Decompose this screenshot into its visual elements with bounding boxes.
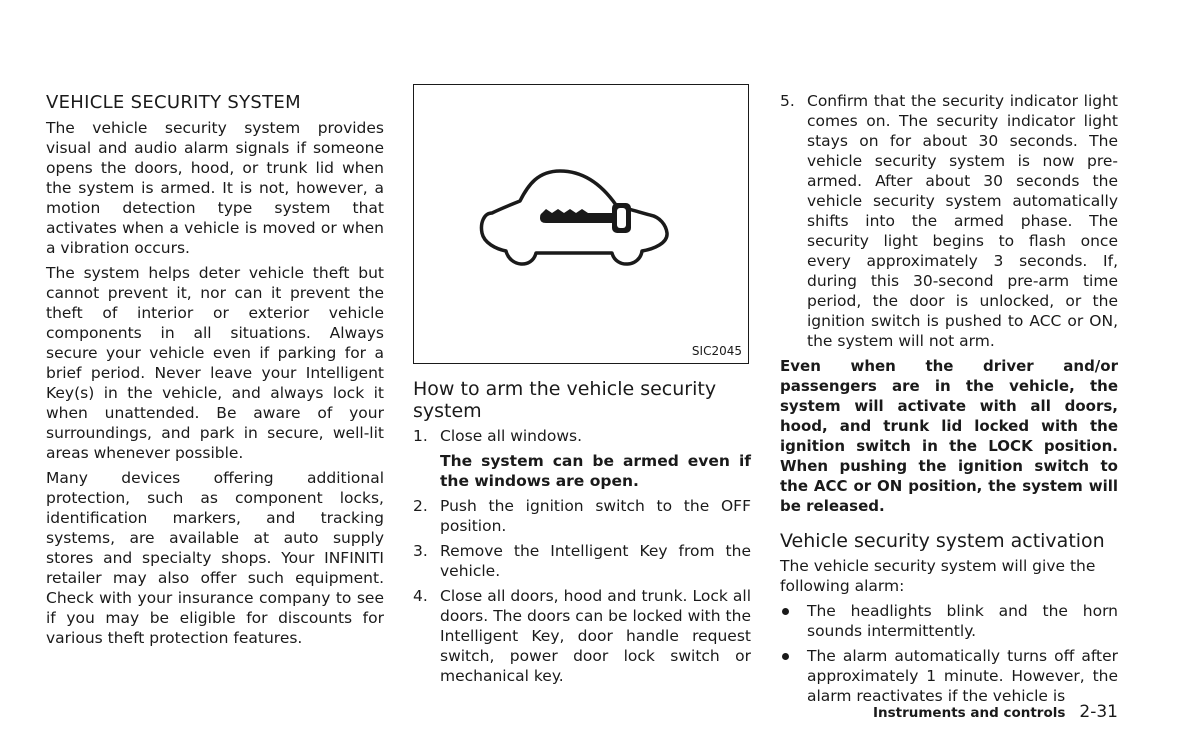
paragraph: The system helps deter vehicle theft but cannot prevent it, nor can it prevent the theft of interior or exterior vehicle components in all situations. Always secure your vehicle even if parking for a brief period. Never leave your Intelligent Key(s) in the vehicle, and always lock it when unattended. Be aware of your surroundings, and park in secure, well-lit areas whenever possible. [46,264,384,462]
list-item [413,541,751,581]
subheading-activation: Vehicle security system activation [780,530,1105,552]
footer-section-name: Instruments and controls [872,705,1066,721]
list-item [413,586,751,686]
step-note: The system can be armed even if the windows are open. [440,452,751,490]
list-item [413,426,751,491]
bullet-text: The headlights blink and the horn sounds intermittently. [807,602,1118,640]
bullet-text: The alarm automatically turns off after approximately 1 minute. However, the alarm reactivates if the vehicle is [807,647,1118,705]
step-text: Close all windows. [440,427,582,445]
step-text: Close all doors, hood and trunk. Lock all doors. The doors can be locked with the Intelligent Key, door handle request switch, power door lock switch or mechanical key. [440,587,751,685]
page-footer [873,702,1118,722]
arming-steps-list [413,426,751,686]
bullet-icon [782,653,789,660]
column-3 [780,91,1118,711]
list-item [780,646,1118,706]
figure-code: SIC2045 [691,344,742,358]
bullet-icon [782,608,789,615]
list-item [413,496,751,536]
illustration-figure [413,84,749,364]
column-2 [413,88,751,691]
paragraph: The vehicle security system will give the following alarm: [780,557,1096,595]
alarm-bullet-list [780,601,1118,706]
step-number: 2. [413,497,428,515]
warning-paragraph: Even when the driver and/or passengers are in the vehicle, the system will activate with all doors, hood, and trunk lid locked with the ignition switch in the LOCK position. When pushing the ignition switch to the ACC or ON position, the system will be released. [780,357,1118,515]
paragraph: The vehicle security system provides visual and audio alarm signals if someone opens the doors, hood, or trunk lid when the system is armed. It is not, however, a motion detection type system that activates when a vehicle is moved or when a vibration occurs. [46,119,384,257]
step-text: Confirm that the security indicator light comes on. The security indicator light stays on for about 30 seconds. The vehicle security system is now pre-armed. After about 30 seconds the vehicle security system automatically shifts into the armed phase. The security light begins to flash once every approximately 3 seconds. If, during this 30-second pre-arm time period, the door is unlocked, or the ignition switch is pushed to ACC or ON, the system will not arm. [807,92,1118,350]
page-number: 2-31 [1079,702,1118,722]
section-heading: VEHICLE SECURITY SYSTEM [46,92,301,113]
subheading-how-to-arm: How to arm the vehicle security system [413,378,717,422]
step-number: 5. [780,92,795,110]
paragraph: Many devices offering additional protection, such as component locks, identification markers, and tracking systems, are available at auto supply stores and specialty shops. Your INFINITI retailer may also offer such equipment. Check with your insurance company to see if you may be eligible for discounts for various theft protection features. [46,469,384,647]
step-text: Remove the Intelligent Key from the vehicle. [440,542,751,580]
step-number: 4. [413,587,428,605]
list-item [780,91,1118,351]
car-with-key-icon [474,163,674,283]
step-number: 3. [413,542,428,560]
column-1 [46,88,384,648]
list-item [780,601,1118,641]
step-text: Push the ignition switch to the OFF position. [440,497,751,535]
step-number: 1. [413,427,428,445]
